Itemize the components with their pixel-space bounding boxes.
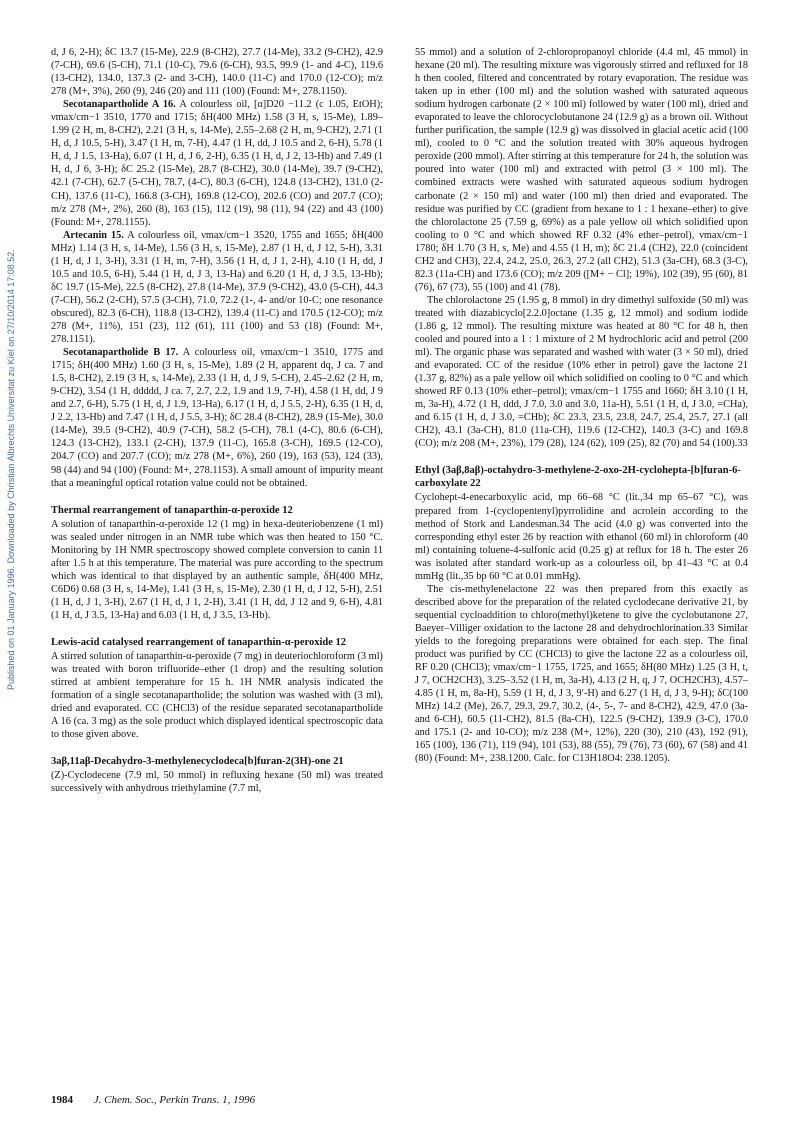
- paragraph-text: The cis-methylenelactone 22 was then prepared from this exactly as described above for the preparation of the related cyclodecane derivative 21, by sequential cycloaddition to chloro(methyl)ketene to give the cyclobutanone 27, Baeyer–Villiger oxidation to the lactone 28 and dehydrochlorination.33 Similar yields to the foregoing preparations were obtained for each step. The final product was purified by CC (CHCl3) to give the lactone 22 as a colourless oil, RF 0.20 (CHCl3); νmax/cm−1 1755, 1725, and 1655; δH(80 MHz) 1.25 (3 H, t, J 7, OCH2CH3), 3.25–3.52 (1 H, m, 3a-H), 4.13 (2 H, q, J 7, OCH2CH3), 4.57–4.85 (1 H, m, 8a-H), 5.59 (1 H, d, J 3, 9′-H) and 6.27 (1 H, d, J 3, 9-H); δC(100 MHz) 14.2 (Me), 26.7, 29.3, 29.7, 30.2, (4-, 5-, 7- and 8-CH2), 42.9, 47.0 (3a- and 6-CH), 60.5 (11-CH2), 81.5 (8a-CH), 122.5 (9-CH2), 139.9 (3-C), 170.0 and 175.1 (2- and 10-CO); m/z 238 (M+, 12%), 220 (30), 210 (43), 192 (91), 165 (100), 136 (71), 119 (94), 101 (53), 88 (55), 79 (76), 73 (60), 67 (58) and 41 (80) (Found: M+, 238.1200. Calc. for C13H18O4: 238.1205).: [415, 583, 748, 765]
- paragraph: [51, 46, 383, 98]
- paragraph-text: d, J 6, 2-H); δC 13.7 (15-Me), 22.9 (8-CH2), 27.7 (14-Me), 33.2 (9-CH2), 42.9 (7-CH), 69.6 (5-CH), 71.1 (10-C), 79.6 (6-CH), 93.5, 99.9 (1- and 4-C), 119.6 (13-CH2), 134.0, 137.3 (2- and 3-CH), 140.0 (11-C) and 170.0 (12-CO); m/z 278 (M+, 3%), 260 (9), 246 (20) and 111 (100) (Found: M+, 278.1150).: [51, 47, 383, 98]
- paragraph: [415, 294, 748, 451]
- paragraph: [415, 46, 748, 294]
- section-heading: Lewis-acid catalysed rearrangement of tanaparthin-α-peroxide 12: [51, 636, 347, 648]
- paragraph: [51, 346, 383, 490]
- paragraph: [415, 491, 748, 582]
- compound-name: Artecanin 15.: [63, 229, 124, 241]
- compound-name: Secotanapartholide A 16.: [63, 99, 176, 111]
- paragraph-text: The chlorolactone 25 (1.95 g, 8 mmol) in dry dimethyl sulfoxide (50 ml) was treated with diazabicyclo[2.2.0]octane (1.35 g, 12 mmol) and sodium iodide (1.86 g, 12 mmol). The resulting mixture was heated at 80 °C for 48 h, then cooled and poured into a 1 : 1 mixture of 2 M hydrochloric acid and petrol (200 ml). The organic phase was separated and washed with water (3 × 50 ml), dried and evaporated. CC of the residue (10% ether in petrol) gave the lactone 21 (1.37 g, 82%) as a pale yellow oil which solidified on cooling to 0 °C and which showed RF 0.13 (10% ether–petrol); νmax/cm−1 1755 and 1660; δH 3.10 (1 H, m, 3a-H), 4.72 (1 H, ddd, J 7.0, 3.0 and 3.0, 11a-H), 5.51 (1 H, d, J 3.0, =CHa), and 6.15 (1 H, d, J 3.0, =CHb); δC 23.3, 23.5, 23.8, 24.7, 25.4, 25.7, 27.1 (all CH2), 43.1 (3a-CH), 81.0 (11a-CH), 119.6 (12-CH2), 140.3 (3-C) and 169.8 (CO); m/z 208 (M+, 23%), 179 (28), 124 (62), 109 (25), 82 (70) and 54 (100).33: [415, 294, 748, 450]
- paragraph-text: A colourless oil, νmax/cm−1 3510, 1775 and 1715; δH(400 MHz) 1.60 (3 H, s, 15-Me), 1.89 (2 H, apparent dq, J ca. 7 and 1.5, 8-CH2), 2.19 (3 H, s, 14-Me), 2.33 (1 H, d, J 9, 5-CH), 2.45–2.62 (2 H, m, 9-CH2), 3.54 (1 H, ddddd, J ca. 7, 2.7, 2.2, 1.9 and 1.9, 7-H), 4.58 (1 H, dd, J 9 and 2.7, 6-H), 5.75 (1 H, d, J 1.9, 13-Ha), 6.17 (1 H, d, J 5.5, 2-H), 6.35 (1 H, d, J 2.2, 13-Hb) and 7.47 (1 H, d, J 5.5, 3-H); δC 28.4 (8-CH2), 28.9 (15-Me), 30.0 (14-Me), 39.5 (9-CH2), 40.9 (7-CH), 58.2 (5-CH), 78.1 (4-C), 80.6 (6-CH), 124.3 (13-CH2), 133.1 (2-CH), 137.9 (11-C), 165.8 (3-CH), 169.5 (12-CO), 204.7 (CO) and 207.7 (CO); m/z 278 (M+, 6%), 260 (19), 163 (53), 124 (33), 98 (44) and 94 (100) (Found: M+, 278.1153). A small amount of impurity meant that a meaningful optical rotation value could not be obtained.: [51, 347, 383, 489]
- right-column: [415, 46, 748, 765]
- section-heading: 3aβ,11aβ-Decahydro-3-methylenecyclodeca[b]furan-2(3H)-one 21: [51, 756, 344, 768]
- paragraph-text: Cyclohept-4-enecarboxylic acid, mp 66–68 °C (lit.,34 mp 65–67 °C), was prepared from 1-(cyclopentenyl)pyrrolidine and acrolein according to the method of Stork and Landesman.34 The acid (4.0 g) was converted into the corresponding ethyl ester 26 by reaction with ethanol (60 ml) in chloroform (40 ml) containing toluene-4-sulfonic acid (0.25 g) at reflux for 18 h. The ester 26 was isolated after standard work-up as a colourless oil, bp 41–43 °C at 0.4 mmHg (lit.,35 bp 60 °C at 0.01 mmHg).: [415, 492, 748, 582]
- page-footer: [51, 1094, 255, 1106]
- section-heading: Ethyl (3aβ,8aβ)-octahydro-3-methylene-2-oxo-2H-cyclohepta-[b]furan-6-carboxylate 22: [415, 465, 741, 490]
- paragraph-text: A colourless oil, [α]D20 −11.2 (c 1.05, EtOH); νmax/cm−1 3510, 1770 and 1715; δH(400 MHz) 1.58 (3 H, s, 15-Me), 1.89–1.99 (2 H, m, 8-CH2), 2.21 (3 H, s, 14-Me), 2.55–2.68 (2 H, m, 9-CH2), 2.71 (1 H, d, J 10.5, 5-H), 3.47 (1 H, m, 7-H), 4.47 (1 H, dd, J 10.5 and 2, 6-H), 5.78 (1 H, d, J 1.5, 13-Ha), 6.07 (1 H, d, J 6, 2-H), 6.35 (1 H, d, J 2, 13-Hb) and 7.49 (1 H, d, J 6, 3-H); δC 25.2 (15-Me), 28.7 (8-CH2), 30.0 (14-Me), 39.7 (9-CH2), 42.1 (7-CH), 62.7 (5-CH), 78.7, (4-C), 80.3 (6-CH), 124.8 (13-CH2), 131.0 (2-CH), 137.6 (11-C), 166.8 (3-CH), 169.8 (12-CO), 202.6 (CO) and 207.7 (CO); m/z 278 (M+, 2%), 260 (8), 163 (15), 112 (19), 98 (11), 94 (22) and 43 (100) (Found: M+, 278.1155).: [51, 99, 383, 228]
- paragraph-text: A colourless oil, νmax/cm−1 3520, 1755 and 1655; δH(400 MHz) 1.14 (3 H, s, 14-Me), 1.56 (3 H, s, 15-Me), 2.87 (1 H, d, J 12, 5-H), 3.31 (1 H, d, J 1, 3-H), 3.31 (1 H, m, 7-H), 3.56 (1 H, d, J 1, 2-H), 4.10 (1 H, dd, J 10.5 and 10.5, 6-H), 5.44 (1 H, d, J 3, 13-Ha) and 6.20 (1 H, d, J 3.5, 13-Hb); δC 19.7 (15-Me), 22.5 (8-CH2), 27.8 (14-Me), 37.9 (9-CH2), 43.0 (5-CH), 44.3 (7-CH), 56.2 (2-CH), 57.5 (3-CH), 71.0, 72.2 (1-, 4- and/or 10-C; one resonance obscured), 82.3 (6-CH), 118.8 (13-CH2), 139.4 (11-C) and 170.5 (12-CO); m/z 278 (M+, 11%), 151 (23), 112 (61), 111 (100) and 53 (18) (Found: M+, 278.1151).: [51, 229, 384, 346]
- section-heading: Thermal rearrangement of tanaparthin-α-peroxide 12: [51, 504, 293, 516]
- paragraph-text: (Z)-Cyclodecene (7.9 ml, 50 mmol) in refluxing hexane (50 ml) was treated successively with anhydrous triethylamine (7.7 ml,: [51, 770, 383, 795]
- paragraph: [51, 650, 383, 741]
- compound-name: Secotanapartholide B 17.: [63, 347, 179, 359]
- paragraph: [51, 769, 383, 795]
- paragraph-text: A solution of tanaparthin-α-peroxide 12 (1 mg) in hexa-deuteriobenzene (1 ml) was sealed under nitrogen in an NMR tube which was then heated to 150 °C. Monitoring by 1H NMR spectroscopy showed complete conversion to canin 11 after 1.5 h at this temperature. The material was pure according to the spectrum which was identical to that displayed by an authentic sample, δH(400 MHz, C6D6) 0.68 (3 H, s, 14-Me), 1.41 (3 H, s, 15-Me), 2.30 (1 H, d, J 12, 5-H), 2.51 (1 H, d, J 1, 3-H), 2.67 (1 H, d, J 1, 2-H), 3.41 (1 H, dd, J 12 and 9, 6-H), 4.81 (1 H, d, J 3.5, 13-Ha) and 6.03 (1 H, d, J 3.5, 13-Hb).: [51, 518, 383, 621]
- page-number: 1984: [51, 1094, 73, 1106]
- left-column: [51, 46, 383, 795]
- paragraph-text: A stirred solution of tanaparthin-α-peroxide (7 mg) in deuteriochloroform (3 ml) was treated with boron trifluoride–ether (1 drop) and the resulting solution stirred at ambient temperature for 15 h. 1H NMR analysis indicated the formation of a single secotanapartholide; the solution was washed with (3 ml), dried and evaporated. CC (CHCl3) of the residue separated secotanapartholide A 16 (ca. 3 mg) as the sole product which displayed identical spectroscopic data to those given above.: [51, 650, 383, 741]
- paragraph: [51, 518, 383, 622]
- journal-citation: J. Chem. Soc., Perkin Trans. 1, 1996: [93, 1094, 256, 1106]
- paragraph: [51, 229, 383, 346]
- paragraph-text: 55 mmol) and a solution of 2-chloropropanoyl chloride (4.4 ml, 45 mmol) in hexane (20 ml). The resulting mixture was vigorously stirred and refluxed for 18 h then cooled, filtered and concentrated by rotary evaporation. The residue was taken up in ether (100 ml) and the solution washed with saturated aqueous sodium hydrogen carbonate (2 × 100 ml) followed by water (100 ml), dried and evaporated to leave the chlorocyclobutanone 24 (12.9 g) as a brown oil. Without further purification, the sample (12.9 g) was dissolved in glacial acetic acid (100 ml), cooled to 0 °C and the solution treated with 30% aqueous hydrogen peroxide (200 mmol). After stirring at this temperature for 24 h, the solution was poured into water (100 ml) and extracted with petrol (3 × 100 ml). The combined extracts were washed with saturated aqueous sodium hydrogen carbonate (2 × 150 ml) and water (100 ml) then dried and evaporated. The residue was purified by CC (gradient from hexane to 1 : 1 hexane–ether) to give the chlorolactone 25 (7.59 g, 69%) as a pale yellow oil which solidified upon cooling to 0 °C and which showed RF 0.32 (4% ether–petrol), νmax/cm−1 1780; δH 1.70 (3 H, s, Me) and 4.55 (1 H, m); δC 21.4 (CH2), 22.0 (coincident CH2 and CH3), 22.4, 24.2, 25.0, 26.3, 27.2 (all CH2), 51.3 (3a-CH), 68.3 (3-C), 82.3 (11a-CH) and 173.6 (CO); m/z 209 ([M+ − Cl]; 19%), 102 (39), 95 (60), 81 (76), 67 (73), 55 (100) and 41 (78).: [415, 47, 748, 293]
- paragraph: [51, 98, 383, 228]
- paragraph: [415, 583, 748, 766]
- download-notice: Published on 01 January 1996. Downloaded by Christian Albrechts Universitat zu Kiel on 27/10/2014 17:08:52.: [6, 249, 16, 691]
